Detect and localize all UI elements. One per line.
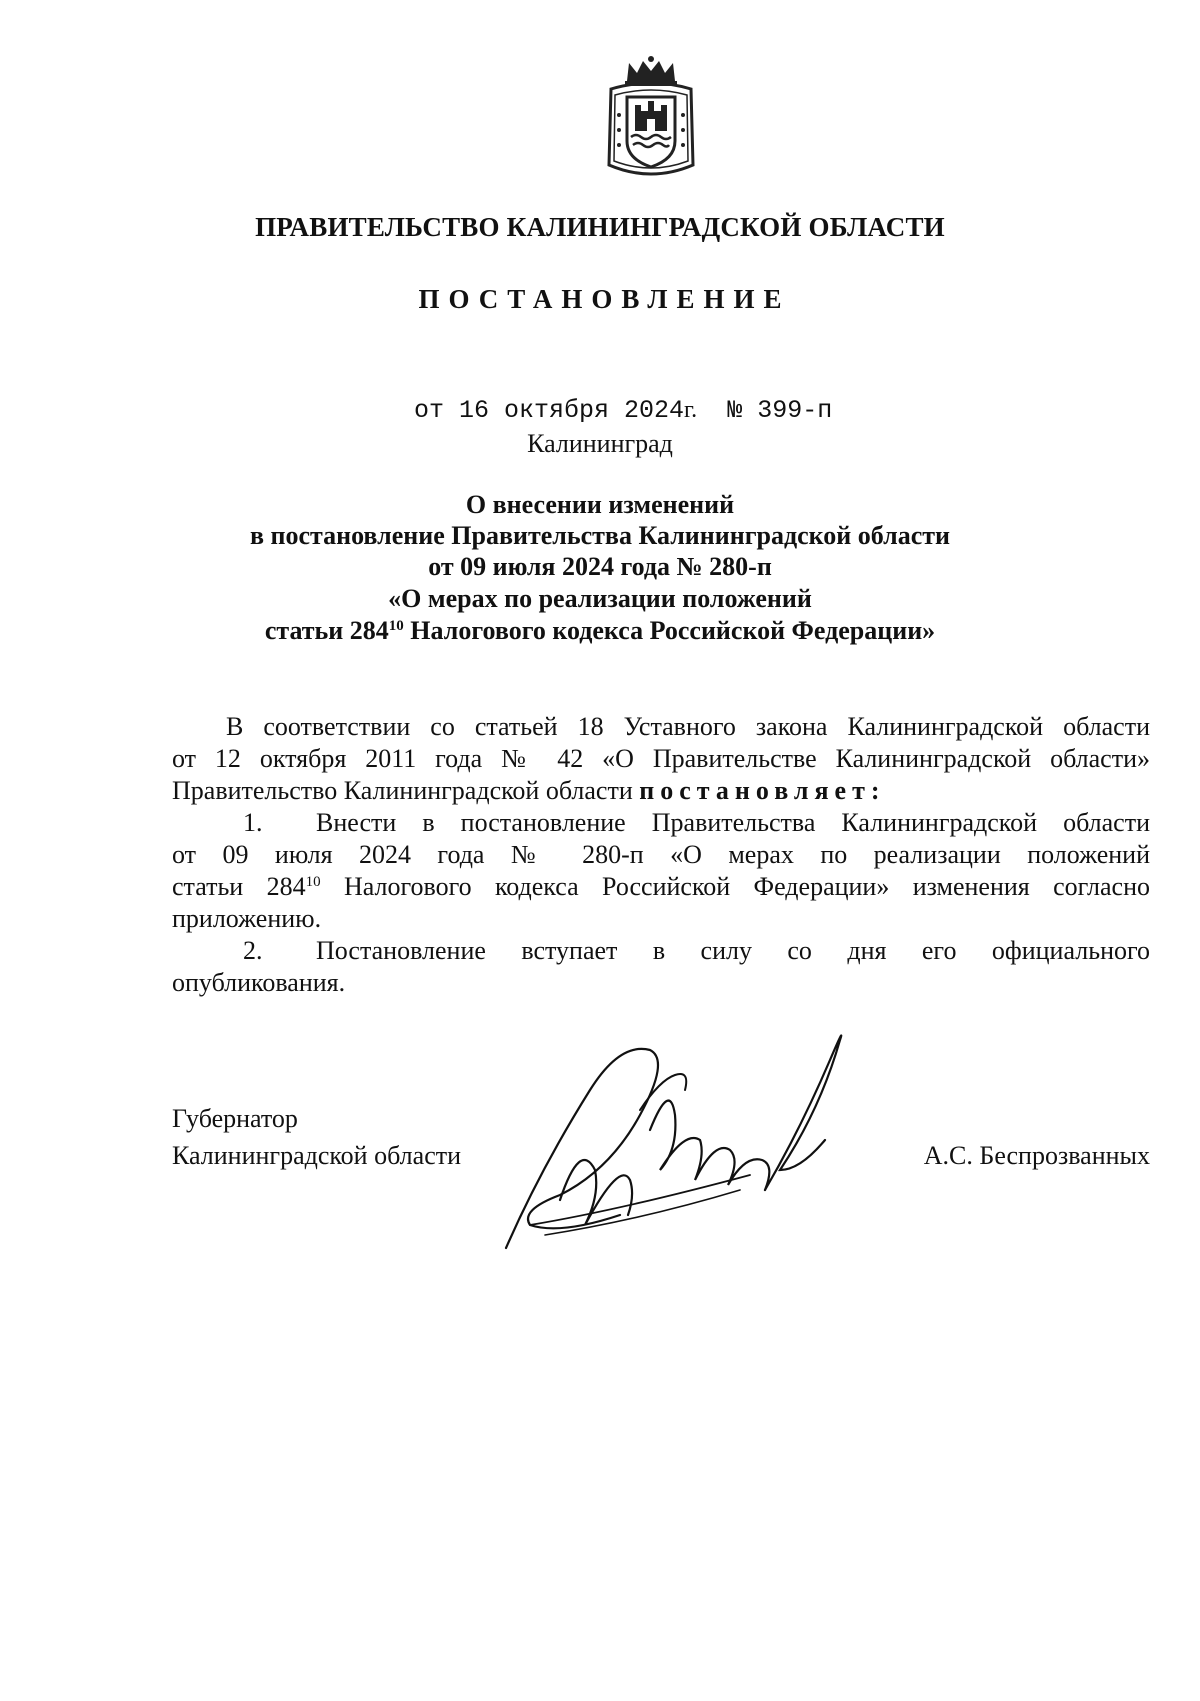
title-line-2: в постановление Правительства Калининградской области (249, 521, 951, 550)
paragraph-1-line-2: от 12 октября 2011 года № 42 «О Правительстве Калининградской области» (172, 744, 1150, 773)
signatory-position-line-2: Калининградской области (172, 1141, 462, 1170)
item-2-line-2: опубликования. (172, 968, 346, 997)
title-line-1: О внесении изменений (465, 490, 735, 519)
item-1-line-3-before: статьи 284 (172, 872, 306, 901)
paragraph-1-line-3 (172, 776, 1150, 806)
title-line-5-before: статьи 284 (264, 616, 389, 645)
item-1-number: 1. (243, 808, 263, 837)
coat-of-arms-emblem (601, 55, 701, 185)
item-1-line-2: от 09 июля 2024 года № 280-п «О мерах по реализации положений (172, 840, 1150, 869)
resolves-word: постановляет: (639, 776, 886, 805)
handwritten-signature (500, 1020, 860, 1255)
title-line-5-after: Налогового кодекса Российской Федерации» (403, 616, 936, 645)
item-1-line-1: Внести в постановление Правительства Калининградской области (316, 808, 1150, 837)
item-2-number: 2. (243, 936, 263, 965)
signatory-name: А.С. Беспрозванных (923, 1141, 1150, 1170)
date-number-line (414, 396, 832, 425)
item-1-line-3 (172, 872, 1150, 902)
document-type: ПОСТАНОВЛЕНИЕ (418, 284, 791, 314)
document-number: № 399-п (727, 396, 833, 425)
government-title: ПРАВИТЕЛЬСТВО КАЛИНИНГРАДСКОЙ ОБЛАСТИ (255, 212, 945, 242)
title-line-5 (0, 616, 1200, 646)
date-year-suffix: г. (684, 397, 698, 423)
item-1-line-3-after: Налогового кодекса Российской Федерации» изменения согласно (320, 872, 1150, 901)
item-1-line-4: приложению. (172, 904, 322, 933)
title-line-4: «О мерах по реализации положений (388, 584, 812, 613)
document-date: от 16 октября 2024 (414, 396, 685, 425)
title-superscript: 10 (388, 618, 404, 634)
signatory-position-line-1: Губернатор (172, 1104, 298, 1133)
paragraph-1-line-3-text: Правительство Калининградской области (172, 776, 640, 805)
item-2-line-1: Постановление вступает в силу со дня его официального (316, 936, 1150, 965)
item-1-superscript: 10 (305, 874, 321, 890)
title-line-3: от 09 июля 2024 года № 280-п (428, 552, 772, 581)
paragraph-1-line-1: В соответствии со статьей 18 Уставного закона Калининградской области (226, 712, 1150, 741)
document-city: Калининград (527, 429, 673, 458)
